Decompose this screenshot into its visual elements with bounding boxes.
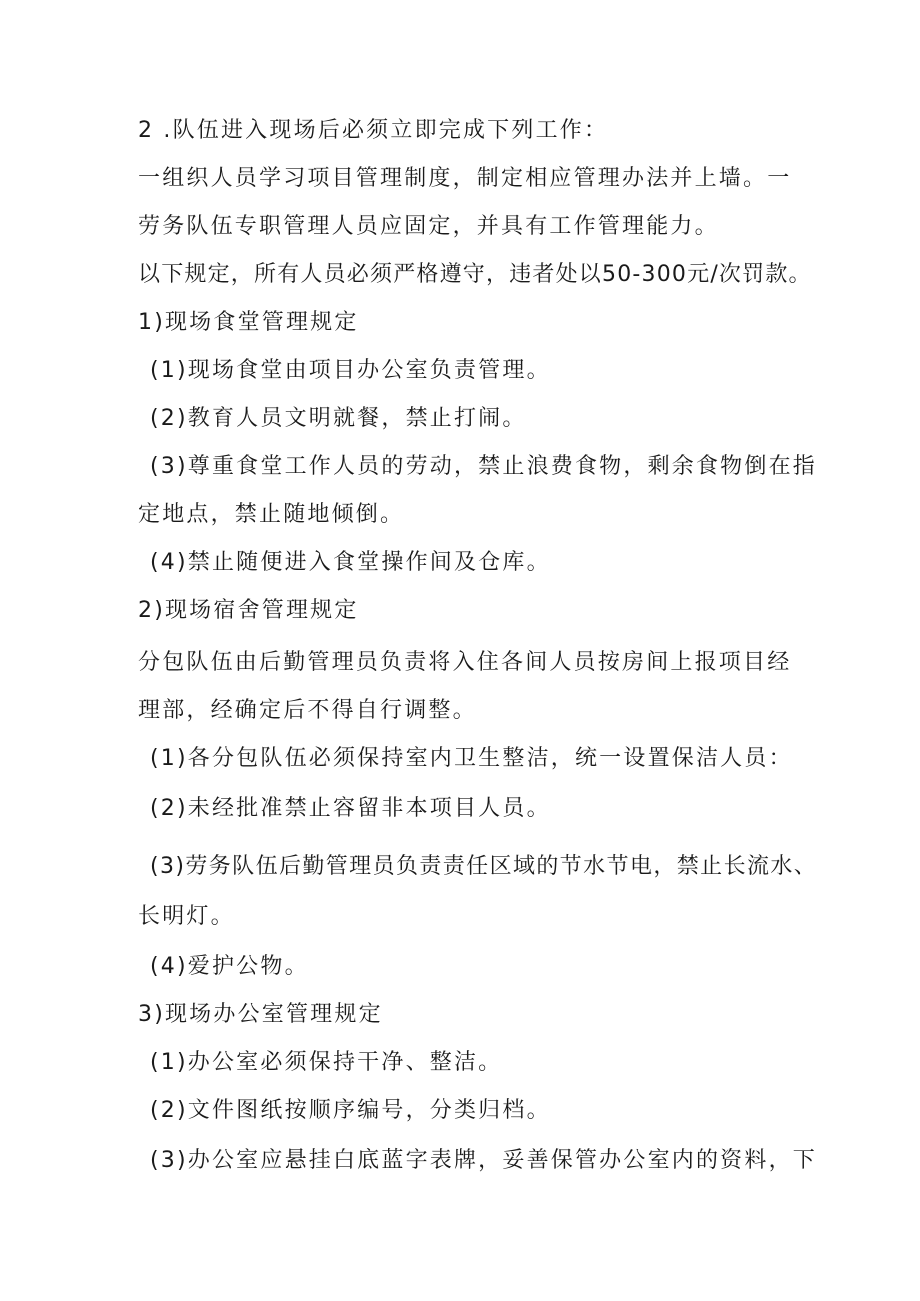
list-item: (4)爱护公物。 bbox=[150, 954, 309, 979]
paragraph-line: 一组织人员学习项目管理制度，制定相应管理办法并上墙。一 bbox=[138, 166, 792, 191]
list-item: (2)教育人员文明就餐，禁止打闹。 bbox=[150, 406, 527, 431]
paragraph-line: 分包队伍由后勤管理员负责将入住各间人员按房间上报项目经 bbox=[138, 650, 792, 675]
item-2-heading: 2 .队伍进入现场后必须立即完成下列工作： bbox=[138, 118, 609, 143]
list-item: (3)尊重食堂工作人员的劳动，禁止浪费食物，剩余食物倒在指 bbox=[150, 454, 817, 479]
list-item: (1)各分包队伍必须保持室内卫生整洁，统一设置保洁人员： bbox=[150, 746, 793, 771]
section-heading-office: 3)现场办公室管理规定 bbox=[138, 1002, 383, 1027]
list-item: (4)禁止随便进入食堂操作间及仓库。 bbox=[150, 550, 551, 575]
list-item: (3)劳务队伍后勤管理员负责责任区域的节水节电，禁止长流水、 bbox=[150, 854, 818, 879]
section-heading-canteen: 1)现场食堂管理规定 bbox=[138, 310, 359, 335]
list-item: (2)文件图纸按顺序编号，分类归档。 bbox=[150, 1098, 551, 1123]
paragraph-line: 劳务队伍专职管理人员应固定，并具有工作管理能力。 bbox=[138, 214, 719, 239]
list-item: (2)未经批准禁止容留非本项目人员。 bbox=[150, 796, 551, 821]
list-item: (3)办公室应悬挂白底蓝字表牌，妥善保管办公室内的资料，下 bbox=[150, 1148, 817, 1173]
list-item-continuation: 定地点，禁止随地倾倒。 bbox=[138, 502, 405, 527]
list-item-continuation: 长明灯。 bbox=[138, 904, 235, 929]
list-item: (1)现场食堂由项目办公室负责管理。 bbox=[150, 358, 551, 383]
paragraph-line: 以下规定，所有人员必须严格遵守，违者处以50-300元/次罚款。 bbox=[138, 262, 812, 287]
paragraph-line: 理部，经确定后不得自行调整。 bbox=[138, 698, 477, 723]
list-item: (1)办公室必须保持干净、整洁。 bbox=[150, 1050, 503, 1075]
section-heading-dormitory: 2)现场宿舍管理规定 bbox=[138, 598, 359, 623]
